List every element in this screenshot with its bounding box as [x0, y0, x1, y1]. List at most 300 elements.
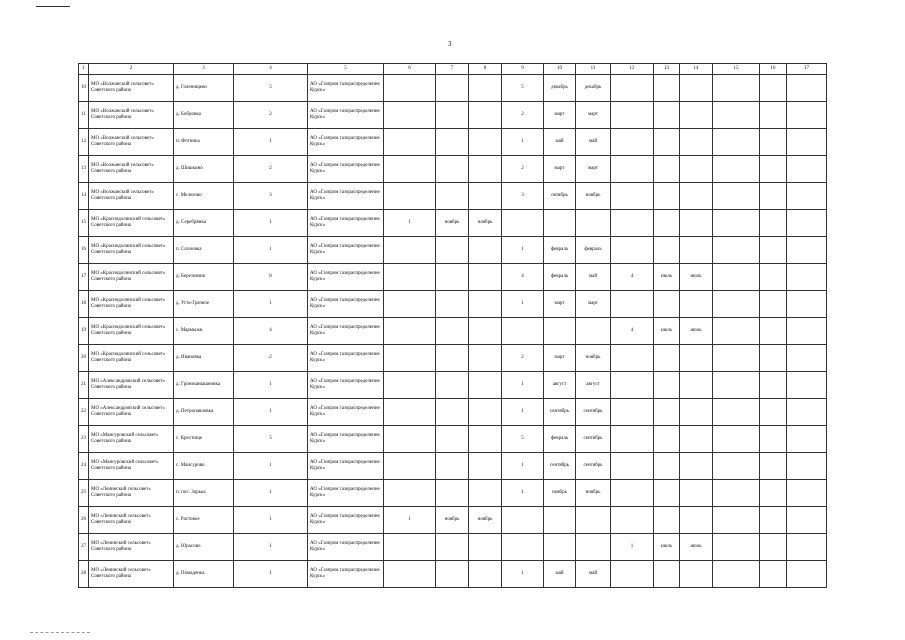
- table-cell-col-8: [469, 345, 502, 372]
- table-cell-col-5: АО «Газпром газораспределение Курск»: [308, 102, 384, 129]
- table-cell-col-4: 1: [234, 534, 308, 561]
- table-cell-col-12: [611, 453, 654, 480]
- table-cell-col-5: АО «Газпром газораспределение Курск»: [308, 453, 384, 480]
- table-cell-col-17: [787, 507, 827, 534]
- table-cell-col-17: [787, 264, 827, 291]
- table-cell-col-12: 4: [611, 318, 654, 345]
- table-cell-col-3: д. Помаденка: [174, 561, 234, 588]
- table-cell-col-2: МО «Краснодолинский сельсовет» Советского района: [89, 237, 174, 264]
- table-cell-col-6: [384, 156, 436, 183]
- table-cell-col-5: АО «Газпром газораспределение Курск»: [308, 534, 384, 561]
- table-cell-col-8: [469, 156, 502, 183]
- table-cell-col-13: [654, 237, 680, 264]
- table-cell-col-11: сентябрь: [576, 453, 611, 480]
- table-cell-col-12: [611, 210, 654, 237]
- top-rule: [36, 6, 70, 7]
- table-cell-col-2: МО «Волжанский сельсовет» Советского района: [89, 75, 174, 102]
- table-cell-col-9: 4: [502, 264, 544, 291]
- table-cell-col-14: [680, 453, 713, 480]
- table-cell-col-14: июль: [680, 264, 713, 291]
- table-cell-col-1: 21: [79, 372, 89, 399]
- table-cell-col-2: МО «Краснодолинский сельсовет» Советского района: [89, 345, 174, 372]
- table-cell-col-17: [787, 210, 827, 237]
- table-cell-col-16: [760, 318, 787, 345]
- table-cell-col-10: март: [544, 102, 576, 129]
- table-cell-col-8: ноябрь: [469, 507, 502, 534]
- table-cell-col-17: [787, 561, 827, 588]
- table-cell-col-12: [611, 102, 654, 129]
- table-cell-col-12: [611, 507, 654, 534]
- table-row: [79, 156, 827, 183]
- table-cell-col-17: [787, 345, 827, 372]
- table-cell-col-14: [680, 129, 713, 156]
- table-cell-col-8: [469, 237, 502, 264]
- table-cell-col-5: АО «Газпром газораспределение Курск»: [308, 426, 384, 453]
- table-cell-col-16: [760, 453, 787, 480]
- table-cell-col-16: [760, 426, 787, 453]
- table-cell-col-14: [680, 345, 713, 372]
- table-cell-col-2: МО «Мансуровский сельсовет» Советского района: [89, 426, 174, 453]
- column-header-5: 5: [308, 64, 384, 75]
- table-cell-col-10: [544, 210, 576, 237]
- table-cell-col-5: АО «Газпром газораспределение Курск»: [308, 156, 384, 183]
- table-row: [79, 426, 827, 453]
- table-cell-col-11: сентябрь: [576, 426, 611, 453]
- table-cell-col-8: [469, 480, 502, 507]
- table-cell-col-9: [502, 210, 544, 237]
- table-cell-col-8: [469, 318, 502, 345]
- table-cell-col-13: [654, 480, 680, 507]
- table-cell-col-9: 1: [502, 453, 544, 480]
- column-header-8: 8: [469, 64, 502, 75]
- table-row: [79, 210, 827, 237]
- table-cell-col-16: [760, 561, 787, 588]
- table-cell-col-16: [760, 372, 787, 399]
- table-cell-col-4: 2: [234, 102, 308, 129]
- table-cell-col-14: [680, 102, 713, 129]
- table-cell-col-8: [469, 291, 502, 318]
- table-cell-col-5: АО «Газпром газораспределение Курск»: [308, 480, 384, 507]
- table-cell-col-7: [436, 318, 469, 345]
- table-cell-col-1: 27: [79, 534, 89, 561]
- table-cell-col-4: 1: [234, 291, 308, 318]
- table-cell-col-1: 28: [79, 561, 89, 588]
- table-cell-col-13: [654, 291, 680, 318]
- column-header-9: 9: [502, 64, 544, 75]
- table-cell-col-10: ноябрь: [544, 480, 576, 507]
- table-cell-col-7: [436, 156, 469, 183]
- table-cell-col-3: д. Березовчик: [174, 264, 234, 291]
- table-cell-col-4: 5: [234, 75, 308, 102]
- table-cell-col-4: 1: [234, 399, 308, 426]
- table-cell-col-2: МО «Александровский сельсовет» Советского района: [89, 399, 174, 426]
- table-cell-col-4: 1: [234, 237, 308, 264]
- table-cell-col-1: 24: [79, 453, 89, 480]
- column-header-row: [79, 64, 827, 75]
- table-cell-col-7: [436, 480, 469, 507]
- table-cell-col-8: [469, 561, 502, 588]
- table-cell-col-12: [611, 156, 654, 183]
- table-cell-col-1: 15: [79, 210, 89, 237]
- table-cell-col-17: [787, 453, 827, 480]
- table-cell-col-14: [680, 291, 713, 318]
- table-cell-col-3: д. Серебрянка: [174, 210, 234, 237]
- column-header-6: 6: [384, 64, 436, 75]
- table-cell-col-3: д. Громошнышновка: [174, 372, 234, 399]
- table-cell-col-16: [760, 156, 787, 183]
- table-cell-col-9: 5: [502, 75, 544, 102]
- table-cell-col-3: с. Мармыжи: [174, 318, 234, 345]
- table-cell-col-7: ноябрь: [436, 210, 469, 237]
- table-cell-col-13: [654, 453, 680, 480]
- table-row: [79, 372, 827, 399]
- table-cell-col-13: [654, 561, 680, 588]
- table-cell-col-10: август: [544, 372, 576, 399]
- table-cell-col-5: АО «Газпром газораспределение Курск»: [308, 183, 384, 210]
- table-cell-col-14: [680, 237, 713, 264]
- table-cell-col-5: АО «Газпром газораспределение Курск»: [308, 318, 384, 345]
- table-cell-col-13: [654, 75, 680, 102]
- table-cell-col-2: МО «Ленинский сельсовет» Советского района: [89, 480, 174, 507]
- table-cell-col-1: 25: [79, 480, 89, 507]
- table-row: [79, 534, 827, 561]
- bottom-rule: [30, 632, 90, 633]
- table-cell-col-11: август: [576, 372, 611, 399]
- table-cell-col-5: АО «Газпром газораспределение Курск»: [308, 75, 384, 102]
- table-cell-col-14: [680, 372, 713, 399]
- table-cell-col-13: июль: [654, 534, 680, 561]
- table-cell-col-12: [611, 345, 654, 372]
- table-cell-col-2: МО «Ленинский сельсовет» Советского района: [89, 561, 174, 588]
- table-cell-col-7: [436, 345, 469, 372]
- table-row: [79, 399, 827, 426]
- table-cell-col-7: [436, 534, 469, 561]
- table-cell-col-4: 1: [234, 480, 308, 507]
- table-cell-col-8: [469, 399, 502, 426]
- table-cell-col-9: 2: [502, 156, 544, 183]
- table-cell-col-14: [680, 426, 713, 453]
- table-row: [79, 507, 827, 534]
- table-cell-col-8: [469, 129, 502, 156]
- table-cell-col-6: [384, 561, 436, 588]
- table-cell-col-5: АО «Газпром газораспределение Курск»: [308, 372, 384, 399]
- table-cell-col-1: 20: [79, 345, 89, 372]
- column-header-2: 2: [89, 64, 174, 75]
- table-cell-col-3: п. Сохновка: [174, 237, 234, 264]
- table-cell-col-6: [384, 318, 436, 345]
- table-cell-col-7: [436, 75, 469, 102]
- table-cell-col-8: [469, 453, 502, 480]
- table-cell-col-15: [713, 210, 760, 237]
- table-cell-col-16: [760, 210, 787, 237]
- table-cell-col-15: [713, 561, 760, 588]
- table-cell-col-17: [787, 318, 827, 345]
- table-cell-col-14: [680, 210, 713, 237]
- table-cell-col-11: [576, 318, 611, 345]
- table-cell-col-1: 11: [79, 102, 89, 129]
- table-cell-col-6: [384, 345, 436, 372]
- table-cell-col-11: май: [576, 129, 611, 156]
- table-cell-col-1: 23: [79, 426, 89, 453]
- table-cell-col-6: [384, 426, 436, 453]
- table-cell-col-17: [787, 291, 827, 318]
- table-cell-col-4: 1: [234, 561, 308, 588]
- table-cell-col-3: с. Мелехово: [174, 183, 234, 210]
- table-cell-col-14: [680, 507, 713, 534]
- table-cell-col-4: 1: [234, 129, 308, 156]
- column-header-4: 4: [234, 64, 308, 75]
- table-cell-col-15: [713, 426, 760, 453]
- table-cell-col-3: д. Усть-Грязное: [174, 291, 234, 318]
- table-cell-col-10: март: [544, 291, 576, 318]
- table-cell-col-15: [713, 102, 760, 129]
- table-cell-col-12: [611, 426, 654, 453]
- table-cell-col-8: [469, 372, 502, 399]
- table-cell-col-12: [611, 75, 654, 102]
- table-row: [79, 75, 827, 102]
- table-cell-col-15: [713, 291, 760, 318]
- table-row: [79, 480, 827, 507]
- table-cell-col-8: [469, 426, 502, 453]
- table-cell-col-9: [502, 507, 544, 534]
- table-cell-col-6: [384, 264, 436, 291]
- table-cell-col-16: [760, 534, 787, 561]
- table-cell-col-2: МО «Ленинский сельсовет» Советского района: [89, 507, 174, 534]
- table-cell-col-13: [654, 399, 680, 426]
- table-cell-col-5: АО «Газпром газораспределение Курск»: [308, 399, 384, 426]
- table-cell-col-16: [760, 75, 787, 102]
- table-cell-col-9: 1: [502, 237, 544, 264]
- table-cell-col-17: [787, 372, 827, 399]
- table-cell-col-1: 18: [79, 291, 89, 318]
- table-cell-col-15: [713, 372, 760, 399]
- table-cell-col-4: 1: [234, 453, 308, 480]
- table-cell-col-3: д. Шишкино: [174, 156, 234, 183]
- column-header-11: 11: [576, 64, 611, 75]
- table-cell-col-11: март: [576, 156, 611, 183]
- table-cell-col-9: 1: [502, 561, 544, 588]
- table-cell-col-7: [436, 561, 469, 588]
- table-cell-col-1: 12: [79, 129, 89, 156]
- table-cell-col-10: февраль: [544, 237, 576, 264]
- table-row: [79, 345, 827, 372]
- table-cell-col-3: с. Крестище: [174, 426, 234, 453]
- table-cell-col-9: 1: [502, 372, 544, 399]
- table-cell-col-5: АО «Газпром газораспределение Курск»: [308, 264, 384, 291]
- table-cell-col-3: д. Голенищево: [174, 75, 234, 102]
- column-header-3: 3: [174, 64, 234, 75]
- table-cell-col-9: [502, 534, 544, 561]
- table-cell-col-12: [611, 399, 654, 426]
- table-cell-col-1: 19: [79, 318, 89, 345]
- table-cell-col-17: [787, 480, 827, 507]
- table-cell-col-11: февраль: [576, 237, 611, 264]
- table-cell-col-16: [760, 264, 787, 291]
- table-cell-col-1: 17: [79, 264, 89, 291]
- table-cell-col-10: февраль: [544, 264, 576, 291]
- table-cell-col-17: [787, 102, 827, 129]
- table-cell-col-15: [713, 534, 760, 561]
- table-cell-col-16: [760, 237, 787, 264]
- table-cell-col-7: [436, 372, 469, 399]
- table-cell-col-5: АО «Газпром газораспределение Курск»: [308, 507, 384, 534]
- table-cell-col-5: АО «Газпром газораспределение Курск»: [308, 291, 384, 318]
- table-cell-col-16: [760, 480, 787, 507]
- table-cell-col-12: [611, 129, 654, 156]
- table-cell-col-14: [680, 561, 713, 588]
- table-cell-col-17: [787, 534, 827, 561]
- column-header-10: 10: [544, 64, 576, 75]
- table-cell-col-7: [436, 183, 469, 210]
- column-header-13: 13: [654, 64, 680, 75]
- table-cell-col-8: [469, 183, 502, 210]
- table-cell-col-11: ноябрь: [576, 183, 611, 210]
- table-cell-col-17: [787, 183, 827, 210]
- column-header-16: 16: [760, 64, 787, 75]
- table-cell-col-6: [384, 372, 436, 399]
- table-cell-col-6: 1: [384, 210, 436, 237]
- table-cell-col-14: [680, 75, 713, 102]
- table-cell-col-15: [713, 345, 760, 372]
- table-cell-col-12: [611, 237, 654, 264]
- table-cell-col-16: [760, 345, 787, 372]
- table-cell-col-14: [680, 156, 713, 183]
- table-cell-col-2: МО «Краснодолинский сельсовет» Советского района: [89, 318, 174, 345]
- table-cell-col-11: [576, 507, 611, 534]
- table-cell-col-3: д. Бобровка: [174, 102, 234, 129]
- table-cell-col-14: июль: [680, 318, 713, 345]
- table-cell-col-9: 1: [502, 399, 544, 426]
- table-cell-col-9: 5: [502, 426, 544, 453]
- table-cell-col-12: 4: [611, 264, 654, 291]
- table-cell-col-7: [436, 399, 469, 426]
- table-cell-col-12: [611, 372, 654, 399]
- table-cell-col-7: ноябрь: [436, 507, 469, 534]
- table-row: [79, 453, 827, 480]
- table-cell-col-9: 2: [502, 345, 544, 372]
- column-header-1: 1: [79, 64, 89, 75]
- column-header-17: 17: [787, 64, 827, 75]
- table-cell-col-7: [436, 426, 469, 453]
- table-cell-col-2: МО «Мансуровский сельсовет» Советского района: [89, 453, 174, 480]
- table-cell-col-3: п. пос. Зорька: [174, 480, 234, 507]
- table-cell-col-6: [384, 102, 436, 129]
- table-cell-col-7: [436, 264, 469, 291]
- table-cell-col-10: сентябрь: [544, 399, 576, 426]
- column-header-7: 7: [436, 64, 469, 75]
- table-cell-col-6: [384, 453, 436, 480]
- table-cell-col-6: [384, 237, 436, 264]
- table-cell-col-13: [654, 426, 680, 453]
- table-cell-col-2: МО «Волжанский сельсовет» Советского района: [89, 129, 174, 156]
- table-cell-col-6: 1: [384, 507, 436, 534]
- page-number: 3: [448, 40, 452, 48]
- table-cell-col-3: д. Юрасово: [174, 534, 234, 561]
- table-row: [79, 264, 827, 291]
- table-cell-col-16: [760, 399, 787, 426]
- table-cell-col-10: сентябрь: [544, 453, 576, 480]
- table-cell-col-3: с. Растовое: [174, 507, 234, 534]
- table-cell-col-2: МО «Волжанский сельсовет» Советского района: [89, 183, 174, 210]
- table-cell-col-4: 1: [234, 210, 308, 237]
- table-cell-col-8: ноябрь: [469, 210, 502, 237]
- table-cell-col-1: 26: [79, 507, 89, 534]
- table-cell-col-9: 3: [502, 183, 544, 210]
- table-cell-col-3: д. Петропавловка: [174, 399, 234, 426]
- table-cell-col-14: [680, 183, 713, 210]
- table-cell-col-7: [436, 129, 469, 156]
- table-cell-col-1: 16: [79, 237, 89, 264]
- table-cell-col-3: п. Фотинка: [174, 129, 234, 156]
- table-cell-col-13: [654, 507, 680, 534]
- table-cell-col-14: [680, 399, 713, 426]
- table-cell-col-11: май: [576, 264, 611, 291]
- table-cell-col-12: [611, 291, 654, 318]
- table-cell-col-13: [654, 156, 680, 183]
- table-cell-col-11: ноябрь: [576, 480, 611, 507]
- table-cell-col-1: 22: [79, 399, 89, 426]
- table-cell-col-15: [713, 507, 760, 534]
- table-row: [79, 318, 827, 345]
- table-cell-col-5: АО «Газпром газораспределение Курск»: [308, 129, 384, 156]
- table-cell-col-11: сентябрь: [576, 399, 611, 426]
- table-cell-col-2: МО «Краснодолинский сельсовет» Советского района: [89, 210, 174, 237]
- table-cell-col-6: [384, 399, 436, 426]
- table-cell-col-12: [611, 480, 654, 507]
- table-cell-col-15: [713, 75, 760, 102]
- table-cell-col-15: [713, 156, 760, 183]
- table-cell-col-12: [611, 183, 654, 210]
- table-cell-col-4: 2: [234, 156, 308, 183]
- table-cell-col-6: [384, 291, 436, 318]
- table-cell-col-17: [787, 75, 827, 102]
- table-cell-col-15: [713, 129, 760, 156]
- table-cell-col-11: ноябрь: [576, 345, 611, 372]
- table-row: [79, 102, 827, 129]
- table-cell-col-11: май: [576, 561, 611, 588]
- table-cell-col-15: [713, 183, 760, 210]
- table-cell-col-11: [576, 210, 611, 237]
- table-cell-col-11: декабрь: [576, 75, 611, 102]
- table-cell-col-10: [544, 534, 576, 561]
- table-cell-col-13: июль: [654, 318, 680, 345]
- table-cell-col-6: [384, 534, 436, 561]
- table-cell-col-10: май: [544, 561, 576, 588]
- table-cell-col-3: с. Мансурово: [174, 453, 234, 480]
- table-cell-col-4: 1: [234, 507, 308, 534]
- table-cell-col-15: [713, 399, 760, 426]
- table-cell-col-14: июль: [680, 534, 713, 561]
- table-body: [79, 75, 827, 588]
- table-cell-col-4: 2: [234, 345, 308, 372]
- table-cell-col-7: [436, 237, 469, 264]
- table-cell-col-2: МО «Краснодолинский сельсовет» Советского района: [89, 264, 174, 291]
- table-cell-col-4: 1: [234, 372, 308, 399]
- table-cell-col-17: [787, 399, 827, 426]
- table-cell-col-10: [544, 507, 576, 534]
- table-row: [79, 129, 827, 156]
- table-cell-col-7: [436, 453, 469, 480]
- table-cell-col-17: [787, 426, 827, 453]
- column-header-12: 12: [611, 64, 654, 75]
- table-cell-col-9: 2: [502, 102, 544, 129]
- table-cell-col-13: [654, 210, 680, 237]
- table-cell-col-10: февраль: [544, 426, 576, 453]
- table-cell-col-13: [654, 102, 680, 129]
- table-cell-col-13: [654, 129, 680, 156]
- table-cell-col-6: [384, 75, 436, 102]
- table-cell-col-10: октябрь: [544, 183, 576, 210]
